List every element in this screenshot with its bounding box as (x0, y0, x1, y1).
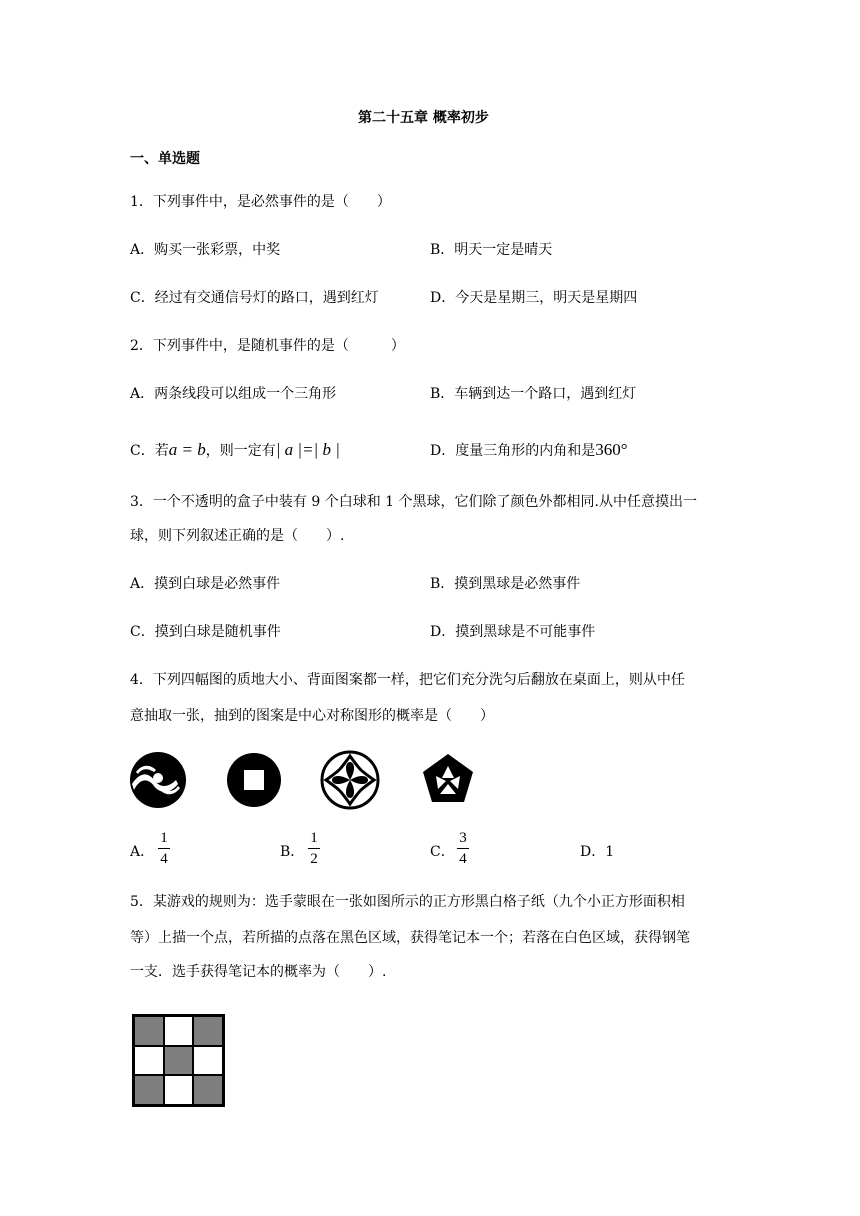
option-d-prefix: D．度量三角形的内角和是 (430, 443, 596, 459)
question-2-option-b: B．车辆到达一个路口，遇到红灯 (430, 386, 637, 402)
checker-grid-figure (132, 1014, 225, 1107)
fraction-numerator: 1 (160, 830, 168, 846)
question-1-option-a: A．购买一张彩票，中奖 (130, 242, 281, 258)
grid-cell-light (164, 1016, 194, 1046)
fraction-bar (158, 848, 170, 849)
fraction-denominator: 4 (160, 851, 168, 867)
question-4-option-c-fraction (455, 829, 471, 868)
question-4-stem-line-1: 4．下列四幅图的质地大小、背面图案都一样，把它们充分洗匀后翻放在桌面上，则从中任 (130, 672, 685, 688)
question-4-option-d: D．1 (580, 844, 615, 860)
question-3-option-a: A．摸到白球是必然事件 (130, 576, 281, 592)
question-4-option-a-label: A． (130, 844, 155, 860)
fraction-bar (457, 848, 469, 849)
question-3-option-d: D．摸到黑球是不可能事件 (430, 624, 596, 640)
question-1-option-b: B．明天一定是晴天 (430, 242, 553, 258)
question-4-option-b-label: B． (280, 844, 305, 860)
fraction-denominator: 4 (459, 851, 467, 867)
pentagon-star-icon (420, 752, 476, 808)
angle-value: 360° (595, 440, 628, 459)
document-title: 第二十五章 概率初步 (358, 110, 489, 126)
equation-abs-equal: | a |=| b | (275, 440, 340, 459)
fraction-numerator: 3 (459, 830, 467, 846)
grid-cell-light (164, 1075, 194, 1105)
question-4-option-a-fraction (156, 829, 172, 868)
question-4-option-c-label: C． (430, 844, 455, 860)
grid-cell-light (193, 1046, 223, 1076)
yin-wave-circle-icon (128, 750, 188, 810)
question-2-option-a: A．两条线段可以组成一个三角形 (130, 386, 337, 402)
grid-cell-dark (193, 1016, 223, 1046)
equation-a-equals-b: a = b (168, 440, 206, 459)
fraction-numerator: 1 (310, 830, 318, 846)
question-3-option-b: B．摸到黑球是必然事件 (430, 576, 581, 592)
coin-square-hole-icon (226, 752, 282, 808)
question-3-stem-line-1: 3．一个不透明的盒子中装有 9 个白球和 1 个黑球，它们除了颜色外都相同.从中任意摸出一 (130, 494, 697, 510)
question-5-stem-line-1: 5．某游戏的规则为：选手蒙眼在一张如图所示的正方形黑白格子纸（九个小正方形面积相 (130, 894, 685, 910)
question-1-stem: 1．下列事件中，是必然事件的是（ ） (130, 194, 391, 210)
question-2-option-d (430, 440, 628, 461)
fraction-denominator: 2 (310, 851, 318, 867)
question-3-stem-line-2: 球，则下列叙述正确的是（ ）. (130, 528, 345, 544)
question-1-option-d: D．今天是星期三，明天是星期四 (430, 290, 638, 306)
question-5-stem-line-2: 等）上描一个点，若所描的点落在黑色区域，获得笔记本一个；若落在白色区域，获得钢笔 (130, 930, 690, 946)
question-1-option-c: C．经过有交通信号灯的路口，遇到红灯 (130, 290, 379, 306)
question-4-stem-line-2: 意抽取一张，抽到的图案是中心对称图形的概率是（ ） (130, 708, 494, 724)
grid-cell-dark (134, 1075, 164, 1105)
option-c-prefix: C．若 (130, 443, 169, 459)
grid-cell-dark (134, 1016, 164, 1046)
question-4-option-b-fraction (306, 829, 322, 868)
fraction-bar (308, 848, 320, 849)
question-2-option-c (130, 440, 340, 461)
grid-cell-dark (193, 1075, 223, 1105)
option-c-middle: ，则一定有 (205, 443, 276, 459)
grid-cell-light (134, 1046, 164, 1076)
question-5-stem-line-3: 一支．选手获得笔记本的概率为（ ）. (130, 964, 387, 980)
section-title: 一、单选题 (130, 151, 200, 167)
question-3-option-c: C．摸到白球是随机事件 (130, 624, 281, 640)
four-petal-circle-icon (320, 750, 380, 810)
grid-cell-dark (164, 1046, 194, 1076)
question-2-stem: 2．下列事件中，是随机事件的是（ ） (130, 338, 405, 354)
